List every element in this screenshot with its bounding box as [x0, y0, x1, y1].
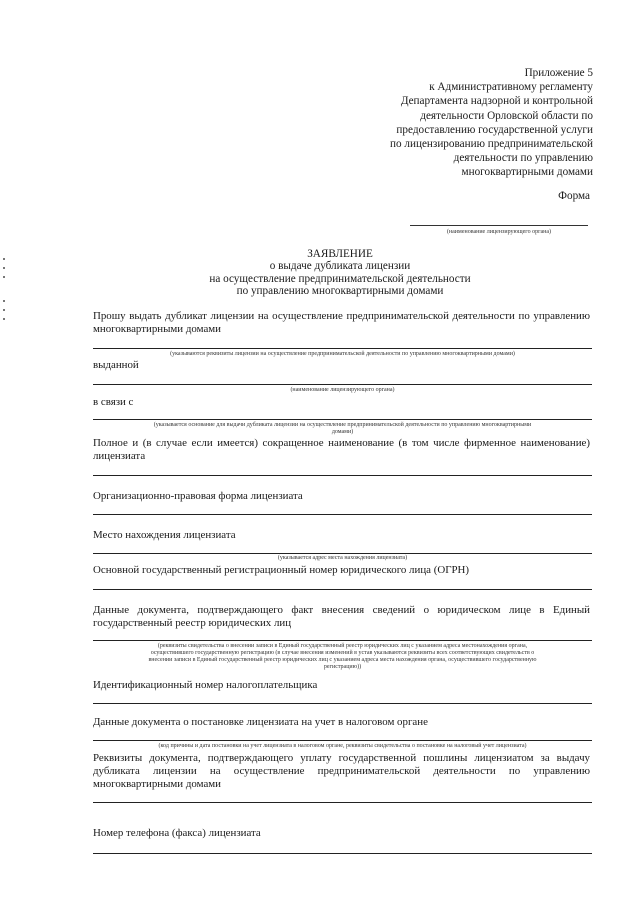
full-name-text-line1: Полное и (в случае если имеется) сокращенное наименование (в том числе фирменное наименование)	[93, 437, 590, 449]
margin-marks	[3, 258, 7, 328]
inn-label: Идентификационный номер налогоплательщика	[93, 679, 318, 691]
location-label: Место нахождения лицензиата	[93, 529, 236, 541]
tax-registration-field-line[interactable]	[93, 740, 592, 741]
title-line: о выдаче дубликата лицензии	[269, 260, 411, 273]
tax-registration-label: Данные документа о постановке лицензиата на учет в налоговом органе	[93, 716, 428, 728]
appendix-line: к Административному регламенту	[429, 81, 593, 94]
appendix-header	[293, 66, 593, 180]
reason-field-line[interactable]	[93, 419, 592, 420]
license-details-field-line[interactable]	[93, 348, 592, 349]
legal-form-label: Организационно-правовая форма лицензиата	[93, 490, 303, 502]
tax-registration-caption: (код причины и дата постановки на учет лицензиата в налоговом органе, реквизиты свидетельства о постановке на налоговый учет лицензиата)	[158, 743, 527, 749]
full-name-field-line[interactable]	[93, 475, 592, 476]
phone-field-line[interactable]	[93, 853, 592, 854]
registry-caption-line4: регистрацию))	[323, 664, 362, 670]
registry-field-line[interactable]	[93, 640, 592, 641]
location-caption: (указывается адрес места нахождения лицензиата)	[277, 555, 408, 561]
issued-label: выданной	[93, 359, 139, 371]
due-to-label: в связи с	[93, 396, 134, 408]
inn-field-line[interactable]	[93, 703, 592, 704]
location-field-line[interactable]	[93, 553, 592, 554]
appendix-line: деятельности Орловской области по	[420, 109, 593, 122]
title-line: по управлению многоквартирными домами	[236, 285, 444, 298]
ogrn-label: Основной государственный регистрационный номер юридического лица (ОГРН)	[93, 564, 470, 576]
appendix-line: деятельности по управлению	[453, 152, 593, 165]
registry-caption-line2: осуществившего государственную регистрацию (в случае внесения изменений в устав указываются реквизиты всех соответствующих свидетельств о	[150, 650, 535, 656]
full-name-text-line2: лицензиата	[93, 450, 146, 462]
appendix-line: по лицензированию предпринимательской	[390, 138, 593, 151]
form-label: Форма	[558, 190, 590, 202]
appendix-line: Приложение 5	[524, 67, 593, 79]
request-text-line2: многоквартирными домами	[93, 323, 222, 335]
fee-text-line1: Реквизиты документа, подтверждающего уплату государственной пошлины лицензиатом за выдачу	[93, 752, 590, 764]
appendix-line: многоквартирными домами	[461, 166, 593, 179]
licensing-body-caption: (наименование лицензирующего органа)	[446, 229, 552, 235]
appendix-line: Департамента надзорной и контрольной	[400, 95, 593, 108]
ogrn-field-line[interactable]	[93, 589, 592, 590]
registry-caption-line1: (реквизиты свидетельства о внесении записи в Единый государственный реестр юридических лиц с указанием адреса местонахождения органа,	[157, 643, 528, 649]
title-heading: ЗАЯВЛЕНИЕ	[307, 248, 373, 260]
registry-text-line1: Данные документа, подтверждающего факт внесения сведений о юридическом лице в Единый	[93, 604, 590, 616]
fee-text-line3: многоквартирными домами	[93, 778, 222, 790]
reason-caption-line2: домами)	[331, 429, 354, 435]
fee-text-line2: дубликата лицензии на осуществление предпринимательской деятельности по управлению	[93, 765, 590, 777]
license-details-caption: (указываются реквизиты лицензии на осуществление предпринимательской деятельности по управлению многоквартирными домами)	[170, 351, 515, 357]
licensing-body-field-line[interactable]	[410, 225, 588, 226]
appendix-line: предоставлению государственной услуги	[396, 123, 593, 136]
phone-label: Номер телефона (факса) лицензиата	[93, 827, 261, 839]
request-text-line1: Прошу выдать дубликат лицензии на осуществление предпринимательской деятельности по управлению	[93, 310, 590, 322]
registry-caption-line3: внесении записи в Единый государственный реестр юридических лиц с указанием адреса места нахождения органа, осуществившего государственную	[148, 657, 537, 663]
reason-caption-line1: (указывается основание для выдачи дубликата лицензии на осуществление предпринимательской деятельности по управлению многоквартирными	[153, 422, 532, 428]
fee-field-line[interactable]	[93, 802, 592, 803]
title-line: на осуществление предпринимательской деятельности	[209, 272, 471, 285]
document-title	[200, 248, 480, 298]
issued-by-caption: (наименование лицензирующего органа)	[290, 387, 395, 393]
registry-text-line2: государственный реестр юридических лиц	[93, 617, 292, 629]
legal-form-field-line[interactable]	[93, 514, 592, 515]
issued-by-field-line[interactable]	[93, 384, 592, 385]
